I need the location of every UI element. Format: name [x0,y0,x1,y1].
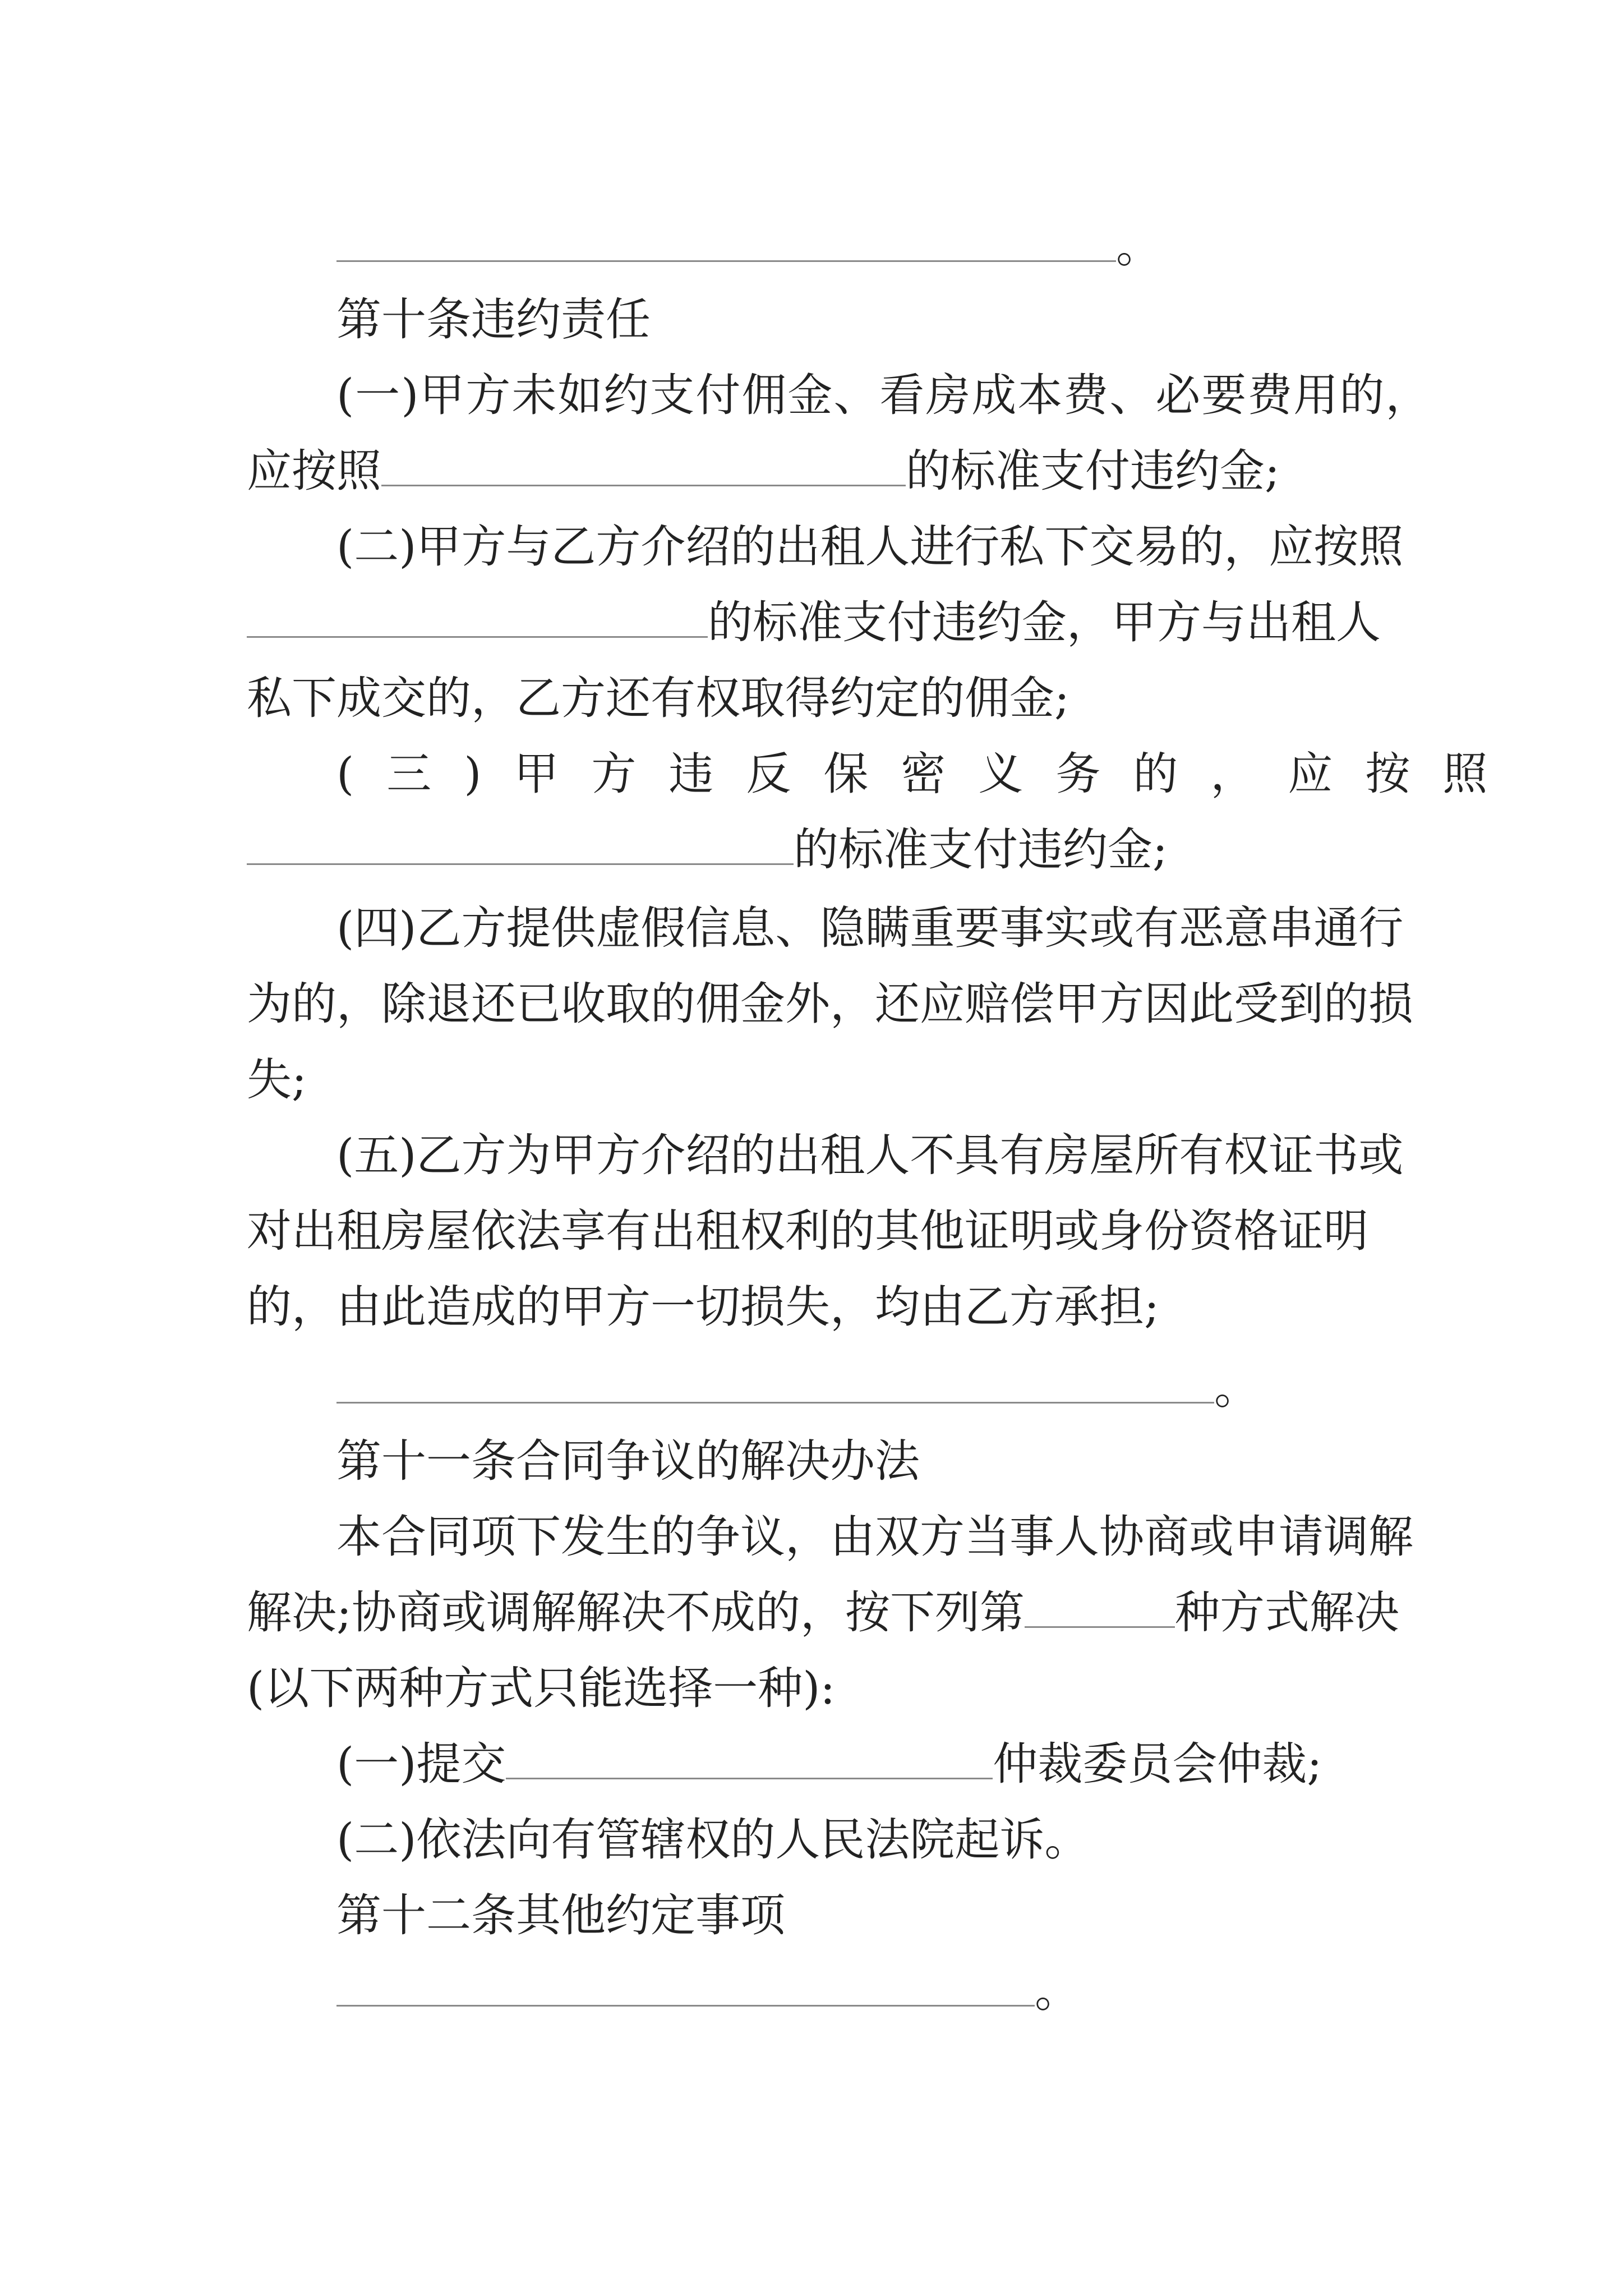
fill-in-blank[interactable] [247,589,708,638]
article-11-line3: (以下两种方式只能选择一种): [247,1662,836,1714]
fill-in-blank[interactable] [1025,1579,1175,1628]
fill-in-blank[interactable] [336,213,1116,262]
article-11-option-2: (二)依法向有管辖权的人民法院起诉。 [336,1814,1090,1866]
fill-in-blank[interactable] [381,438,906,486]
fill-in-blank[interactable] [506,1731,993,1779]
text: 。 [1035,1965,1080,2017]
clause-10-3-line2 [247,816,1168,884]
fill-in-blank[interactable] [336,1355,1214,1404]
clause-10-2-line1: (二)甲方与乙方介绍的出租人进行私下交易的，应按照 [336,521,1404,573]
article-11-line1: 本合同项下发生的争议，由双方当事人协商或申请调解 [336,1511,1413,1563]
article-12-heading: 第十二条其他约定事项 [336,1889,785,1941]
line-blank-1 [336,213,1161,280]
clause-10-2-line2 [247,589,1381,656]
clause-10-1-line2 [247,438,1280,505]
article-11-line2 [247,1579,1399,1646]
text: 的标准支付违约金，甲方与出租人 [708,596,1381,648]
clause-10-5-line2: 对出租房屋依法享有出租权利的其他证明或身份资格证明 [247,1205,1368,1257]
text: 仲裁委员会仲裁; [993,1738,1322,1790]
clause-10-3-line1: (三)甲方违反保密义务的，应按照 [336,748,1520,800]
text: 解决;协商或调解解决不成的，按下列第 [247,1586,1025,1639]
clause-10-5-line3: 的，由此造成的甲方一切损失，均由乙方承担; [247,1281,1159,1333]
clause-10-4-line3: 失; [247,1053,307,1106]
clause-10-4-line2: 为的，除退还已收取的佣金外，还应赔偿甲方因此受到的损 [247,978,1413,1030]
text: 的标准支付违约金; [906,445,1280,497]
text: 。 [1214,1362,1259,1414]
article-10-heading: 第十条违约责任 [336,293,651,346]
text: 应按照 [247,445,381,497]
article-11-heading: 第十一条合同争议的解决办法 [336,1435,920,1487]
clause-10-2-line3: 私下成交的，乙方还有权取得约定的佣金; [247,672,1069,724]
clause-10-5-line1: (五)乙方为甲方介绍的出租人不具有房屋所有权证书或 [336,1129,1404,1181]
clause-10-4-line1: (四)乙方提供虚假信息、隐瞒重要事实或有恶意串通行 [336,902,1404,954]
fill-in-blank[interactable] [336,1958,1035,2007]
text: 种方式解决 [1174,1586,1399,1639]
text: 。 [1116,220,1161,273]
article-11-option-1 [336,1731,1322,1798]
fill-in-blank[interactable] [247,816,794,865]
line-blank-3 [336,1958,1080,2025]
clause-10-1-line1: (一)甲方未如约支付佣金、看房成本费、必要费用的， [336,369,1432,421]
text: (一)提交 [336,1738,506,1790]
line-blank-2 [336,1355,1259,1422]
text: 的标准支付违约金; [794,823,1168,876]
